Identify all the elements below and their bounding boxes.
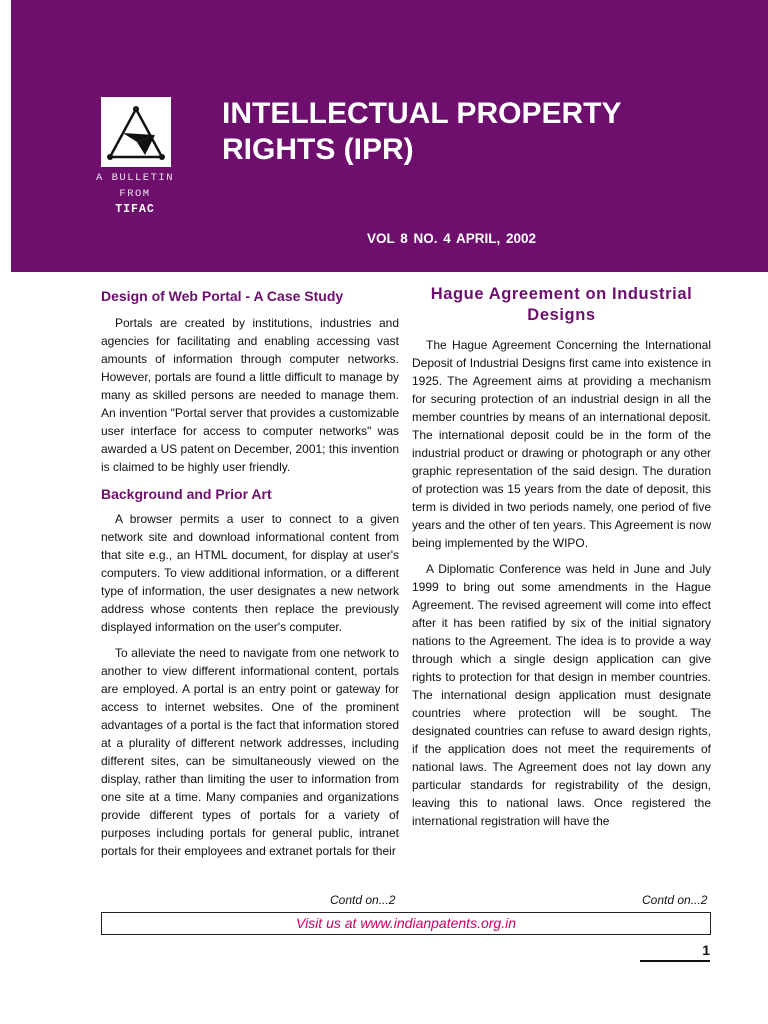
tifac-logo xyxy=(101,97,171,167)
right-article-paragraph: A Diplomatic Conference was held in June and July 1999 to bring out some amendments in the Hague Agreement. The revised agreement will come into effect after it has been ratified by six of the initial signatory nations to the Agreement. The idea is to provide a way through which a single design application can give rights to protection for that design in member countries. The international design application must designate countries where protection will be sought. The designated countries can refuse to award design rights, if the application does not meet the requirements of national laws. The Agreement does not lay down any particular standards for registrability of the design, leaving this to national laws. Once registered the international registration will have the xyxy=(412,562,711,828)
bulletin-line-2: FROM xyxy=(119,188,151,200)
website-link[interactable]: Visit us at www.indianpatents.org.in xyxy=(101,912,711,935)
bulletin-label xyxy=(80,170,190,218)
left-article-paragraph: Portals are created by institutions, industries and agencies for facilitating and enabling accessing vast amounts of information through computer networks. However, portals are found a little difficult to manage by many as skilled persons are needed to manage them. An invention "Portal server that provides a customizable user interface for access to computer networks" was awarded a US patent on December, 2001; this invention is claimed to be highly user friendly. xyxy=(101,316,399,474)
left-article-subheading: Background and Prior Art xyxy=(101,486,272,502)
left-article xyxy=(101,286,399,868)
right-contd-link[interactable]: Contd on...2 xyxy=(642,893,708,907)
right-article-paragraph: The Hague Agreement Concerning the International Deposit of Industrial Designs first came into existence in 1925. The Agreement aims at providing a mechanism for securing protection of an industrial design in all the member countries by means of an international deposit. The international deposit could be in the form of the industrial product or drawing or photograph or any other graphic representation of the said design. The duration of protection was 15 years from the date of deposit, this term is divided in two periods namely, one period of five years and the other of ten years. This Agreement is now being implemented by the WIPO. xyxy=(412,338,711,550)
tifac-logo-icon xyxy=(101,97,171,167)
left-contd-link[interactable]: Contd on...2 xyxy=(330,893,396,907)
left-article-paragraph: To alleviate the need to navigate from one network to another to view different informational content, portals are employed. A portal is an entry point or gateway for access to internet websites. One of the prominent advantages of a portal is the fact that information stored at a plurality of different network addresses, including different sites, can be simultaneously viewed on the display, rather than limiting the user to information from one site at a time. Many companies and organizations provide different types of portals for a variety of purposes including portals for general public, intranet portals for their employees and extranet portals for their xyxy=(101,646,399,858)
left-article-heading: Design of Web Portal - A Case Study xyxy=(101,288,344,304)
left-article-paragraph: A browser permits a user to connect to a given network site and download informational content from that site e.g., an HTML document, for display at user's computers. To view additional information, or a different type of information, the user designates a new network address whose contents then replace the previously displayed information on the user's computer. xyxy=(101,512,399,634)
right-article-heading: Hague Agreement on Industrial Designs xyxy=(430,285,693,324)
page-number: 1 xyxy=(640,942,710,962)
right-article xyxy=(412,284,711,838)
organization-name: TIFAC xyxy=(115,203,155,216)
bulletin-line-1: A BULLETIN xyxy=(95,172,174,184)
issue-info: VOL 8 NO. 4 APRIL, 2002 xyxy=(367,231,537,246)
bulletin-title: INTELLECTUAL PROPERTY RIGHTS (IPR) xyxy=(222,97,621,166)
